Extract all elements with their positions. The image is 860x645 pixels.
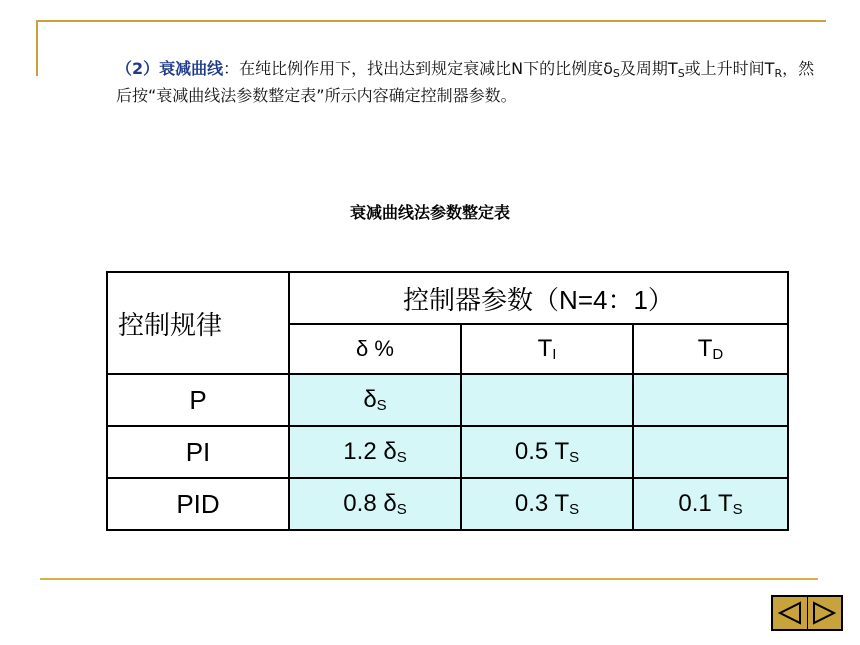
next-slide-button[interactable] — [808, 597, 842, 629]
intro-text-4: ，然后按“衰减曲线法参数整定表”所示内容确定控制器参数。 — [116, 59, 815, 105]
row-label-p: P — [107, 374, 289, 426]
table-cell: 0.8 $\delta_S$ — [289, 478, 461, 530]
header-delta-percent: δ % — [289, 324, 461, 374]
triangle-left-icon — [776, 600, 804, 626]
intro-paragraph — [116, 58, 816, 107]
table-cell: $\delta_S$ — [289, 374, 461, 426]
intro-sub-1: S — [612, 67, 620, 80]
intro-text-1: 在纯比例作用下，找出达到规定衰减比N下的比例度δ — [239, 59, 613, 78]
intro-text-2: 及周期T — [619, 59, 678, 78]
header-td: $T_D$ — [633, 324, 788, 374]
frame-left-line — [36, 20, 38, 76]
table-cell: 0.1 $T_S$ — [633, 478, 788, 530]
table-cell: 1.2 $\delta_S$ — [289, 426, 461, 478]
header-controller-params: 控制器参数（N=4：1） — [289, 272, 788, 324]
table-cell: 0.3 $T_S$ — [461, 478, 633, 530]
header-control-rule: 控制规律 — [107, 272, 289, 374]
table-cell — [633, 374, 788, 426]
intro-sub-3: R — [774, 67, 783, 80]
triangle-right-icon — [810, 600, 838, 626]
intro-colon: ： — [223, 59, 240, 78]
intro-text-3: 或上升时间T — [684, 59, 775, 78]
intro-lead: （2）衰减曲线 — [116, 59, 224, 78]
row-label-pi: PI — [107, 426, 289, 478]
table-cell — [461, 374, 633, 426]
slide-navigation — [771, 595, 843, 631]
frame-top-line — [36, 20, 826, 22]
table-title: 衰减曲线法参数整定表 — [349, 203, 510, 222]
intro-sub-2: S — [677, 67, 685, 80]
row-label-pid: PID — [107, 478, 289, 530]
table-cell — [633, 426, 788, 478]
parameter-table — [106, 271, 789, 531]
table-cell: 0.5 $T_S$ — [461, 426, 633, 478]
prev-slide-button[interactable] — [773, 597, 808, 629]
header-ti: $T_I$ — [461, 324, 633, 374]
frame-bottom-line — [40, 578, 818, 580]
